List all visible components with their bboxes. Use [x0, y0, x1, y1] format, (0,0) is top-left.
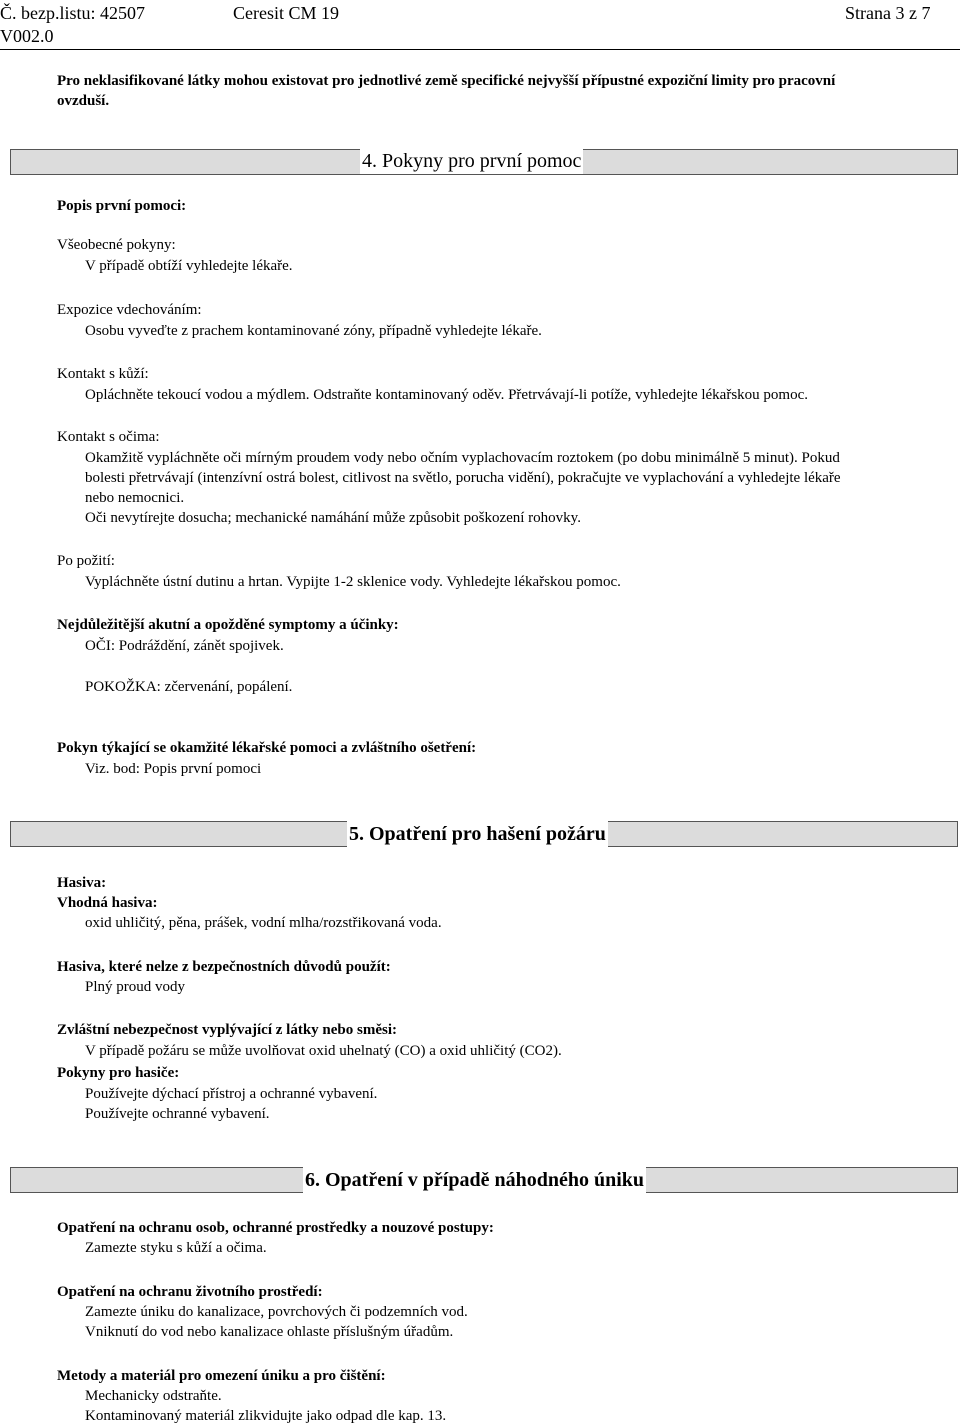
header-divider [0, 49, 960, 50]
eye-text-4: Oči nevytírejte dosucha; mechanické namáhání může způsobit poškození rohovky. [85, 510, 581, 526]
suitable-media-text: oxid uhličitý, pěna, prášek, vodní mlha/rozstřikovaná voda. [85, 915, 442, 931]
firefighter-label: Pokyny pro hasiče: [57, 1065, 180, 1081]
symptoms-eye: OČI: Podráždění, zánět spojivek. [85, 638, 284, 654]
containment-text-2: Kontaminovaný materiál zlikvidujte jako odpad dle kap. 13. [85, 1408, 447, 1424]
unsuitable-media-text: Plný proud vody [85, 979, 186, 995]
firefighter-text-2: Používejte ochranné vybavení. [85, 1106, 270, 1122]
skin-label: Kontakt s kůží: [57, 366, 149, 382]
section-4-band [10, 149, 958, 175]
environmental-text-2: Vniknutí do vod nebo kanalizace ohlaste příslušným úřadům. [85, 1324, 454, 1340]
containment-text-1: Mechanicky odstraňte. [85, 1388, 222, 1404]
section-5-band [10, 821, 958, 847]
inhalation-text: Osobu vyveďte z prachem kontaminované zóny, případně vyhledejte lékaře. [85, 323, 542, 339]
intro-line-1: Pro neklasifikované látky mohou existovat pro jednotlivé země specifické nejvyšší přípustné expoziční limity pro pracovní [57, 73, 836, 89]
special-hazard-text: V případě požáru se může uvolňovat oxid uhelnatý (CO) a oxid uhličitý (CO2). [85, 1043, 562, 1059]
page-number: Strana 3 z 7 [845, 3, 931, 23]
suitable-media-label: Vhodná hasiva: [57, 895, 158, 911]
personal-precautions-label: Opatření na ochranu osob, ochranné prostředky a nouzové postupy: [57, 1220, 494, 1236]
first-aid-description-label: Popis první pomoci: [57, 198, 187, 214]
special-hazard-label: Zvláštní nebezpečnost vyplývající z látky nebo směsi: [57, 1022, 397, 1038]
eye-text-3: nebo nemocnici. [85, 490, 185, 506]
general-text: V případě obtíží vyhledejte lékaře. [85, 258, 293, 274]
section-4-title: 4. Pokyny pro první pomoc [362, 150, 582, 172]
ingestion-label: Po požití: [57, 553, 115, 569]
symptoms-label: Nejdůležitější akutní a opožděné symptomy a účinky: [57, 617, 399, 633]
eye-label: Kontakt s očima: [57, 429, 160, 445]
section-6-band [10, 1167, 958, 1193]
version: V002.0 [0, 26, 54, 46]
environmental-label: Opatření na ochranu životního prostředí: [57, 1284, 323, 1300]
ingestion-text: Vypláchněte ústní dutinu a hrtan. Vypijte 1-2 sklenice vody. Vyhledejte lékařskou pomoc. [85, 574, 621, 590]
eye-text-1: Okamžitě vypláchněte oči mírným proudem vody nebo očním vyplachovacím roztokem (po dobu minimálně 5 minut). Pokud [85, 450, 840, 466]
section-6-title: 6. Opatření v případě náhodného úniku [305, 1169, 644, 1191]
symptoms-skin: POKOŽKA: zčervenání, popálení. [85, 679, 293, 695]
general-label: Všeobecné pokyny: [57, 237, 176, 253]
product-name: Ceresit CM 19 [233, 3, 339, 23]
firefighter-text-1: Používejte dýchací přístroj a ochranné vybavení. [85, 1086, 378, 1102]
medical-text: Viz. bod: Popis první pomoci [85, 761, 262, 777]
inhalation-label: Expozice vdechováním: [57, 302, 202, 318]
personal-precautions-text: Zamezte styku s kůží a očima. [85, 1240, 267, 1256]
medical-label: Pokyn týkající se okamžité lékařské pomoci a zvláštního ošetření: [57, 740, 477, 756]
intro-line-2: ovzduší. [57, 93, 110, 109]
doc-number: Č. bezp.listu: 42507 [0, 3, 145, 23]
media-label: Hasiva: [57, 875, 107, 891]
containment-label: Metody a materiál pro omezení úniku a pro čištění: [57, 1368, 386, 1384]
unsuitable-media-label: Hasiva, které nelze z bezpečnostních důvodů použít: [57, 959, 391, 975]
skin-text: Opláchněte tekoucí vodou a mýdlem. Odstraňte kontaminovaný oděv. Přetrvávají-li potíže, vyhledejte lékařskou pomoc. [85, 387, 808, 403]
eye-text-2: bolesti přetrvávají (intenzívní ostrá bolest, citlivost na světlo, porucha vidění), pokračujte ve vyplachování a vyhledejte lékaře [85, 470, 841, 486]
environmental-text-1: Zamezte úniku do kanalizace, povrchových či podzemních vod. [85, 1304, 468, 1320]
section-5-title: 5. Opatření pro hašení požáru [349, 823, 606, 845]
